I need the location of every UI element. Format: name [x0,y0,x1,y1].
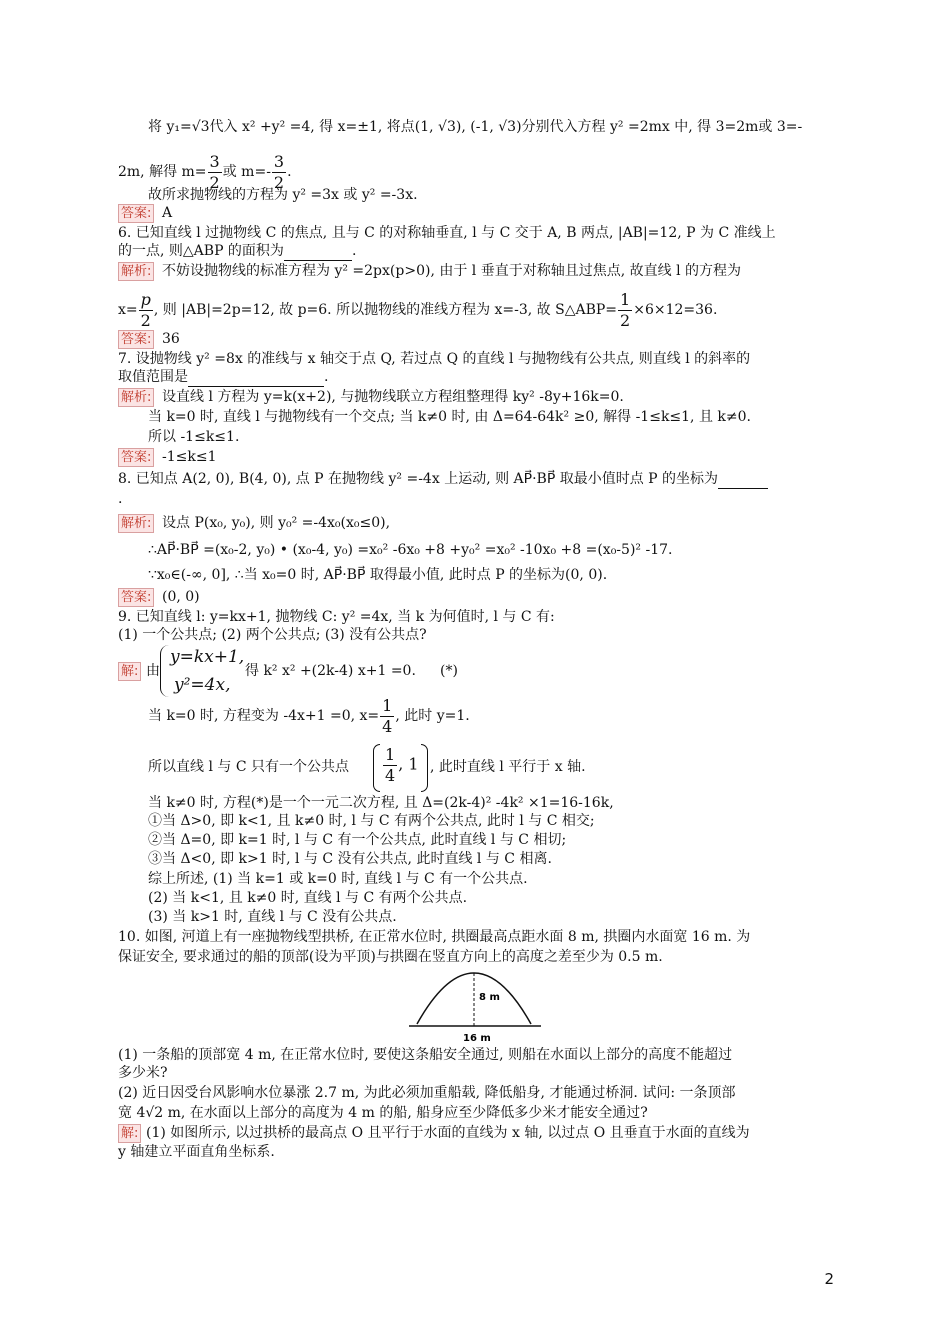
question-9-cont: (1) 一个公共点; (2) 两个公共点; (3) 没有公共点? [118,627,427,643]
question-10-part1-cont: 多少米? [118,1065,168,1081]
denominator: 2 [273,172,285,192]
question-6: 6. 已知直线 l 过抛物线 C 的焦点, 且与 C 的对称轴垂直, l 与 C 交于 A, B 两点, |AB|=12, P 为 C 准线上 [118,225,776,241]
solution-line: (1) 如图所示, 以过拱桥的最高点 O 且平行于水面的直线为 x 轴, 以过点 O 且垂直于水面的直线为 [146,1125,750,1141]
system-eq-1: y=kx+1, [170,647,245,667]
answer-blank [718,470,768,489]
text: 的一点, 则△ABP 的面积为 [118,243,284,259]
solution-line: ①当 Δ>0, 即 k<1, 且 k≠0 时, l 与 C 有两个公共点, 此时 l 与 C 相交; [148,813,595,829]
question-10-part2-cont: 宽 4√2 m, 在水面以上部分的高度为 4 m 的船, 船身应至少降低多少米才能安全通过? [118,1105,648,1121]
fraction [383,745,397,786]
numerator: 1 [385,745,396,764]
denominator: 4 [385,766,396,785]
solution-line: 所以直线 l 与 C 只有一个公共点 [148,759,349,775]
left-paren [373,744,380,792]
text: 8. 已知点 A(2, 0), B(4, 0), 点 P 在抛物线 y² =-4x 上运动, 则 AP⃗·BP⃗ 取最小值时点 P 的坐标为 [118,471,719,487]
right-paren [421,744,428,792]
solution-line: ∴AP⃗·BP⃗ =(x₀-2, y₀) • (x₀-4, y₀) =x₀² -6x₀ +8 +y₀² =x₀² -10x₀ +8 =(x₀-5)² -17. [148,542,673,558]
solution-line: 得 k² x² +(2k-4) x+1 =0. [245,663,416,679]
solution-line: 将 y₁=√3代入 x² +y² =4, 得 x=±1, 将点(1, √3), (-1, √3)分别代入方程 y² =2mx 中, 得 3=2m或 3=- [148,119,803,135]
answer-value: A [162,205,173,221]
arch-bridge-figure [405,968,547,1046]
text: 由 [146,663,160,679]
solution-line: 所以 -1≤k≤1. [148,429,240,445]
solution-line: 当 k=0 时, 直线 l 与抛物线有一个交点; 当 k≠0 时, 由 Δ=64-64k² ≥0, 解得 -1≤k≤1, 且 k≠0. [148,409,751,425]
solution-line: 当 k≠0 时, 方程(*)是一个一元二次方程, 且 Δ=(2k-4)² -4k² ×1=16-16k, [148,795,614,811]
answer-value: (0, 0) [162,589,200,605]
solution-line: 综上所述, (1) 当 k=1 或 k=0 时, 直线 l 与 C 有一个公共点. [148,871,528,887]
question-10-part2: (2) 近日因受台风影响水位暴涨 2.7 m, 为此必须加重船载, 降低船身, 才能通过桥洞. 试问: 一条顶部 [118,1085,736,1101]
numerator: 3 [209,151,220,171]
answer-tag: 答案: [118,588,154,607]
question-8 [118,470,768,489]
solution-line: y 轴建立平面直角坐标系. [118,1144,275,1160]
text: 当 k=0 时, 方程变为 -4x+1 =0, x= [148,708,380,724]
answer-tag: 答案: [118,330,154,349]
solution-line: (3) 当 k>1 时, 直线 l 与 C 没有公共点. [148,909,397,925]
question-7-cont [118,368,328,387]
text: ×6×12=36. [633,302,718,318]
text: 2m, 解得 m= [118,164,207,180]
denominator: 2 [209,172,220,192]
question-10-part1: (1) 一条船的顶部宽 4 m, 在正常水位时, 要使这条船安全通过, 则船在水面以上部分的高度不能超过 [118,1047,733,1063]
denominator: 2 [620,310,631,330]
height-label: 8 m [479,992,500,1003]
solution-line: , 此时直线 l 平行于 x 轴. [430,759,586,775]
solution-line: 设点 P(x₀, y₀), 则 y₀² =-4x₀(x₀≤0), [162,515,391,531]
solution-line: 故所求抛物线的方程为 y² =3x 或 y² =-3x. [148,187,418,203]
question-6-cont [118,242,356,261]
solution-tag: 解: [118,1124,141,1143]
solution-line: ②当 Δ=0, 即 k=1 时, l 与 C 有一个公共点, 此时直线 l 与 C 相切; [148,832,567,848]
numerator: 3 [273,151,285,171]
fraction [618,290,632,331]
question-10-cont: 保证安全, 要求通过的船的顶部(设为平顶)与拱圈在竖直方向上的高度之差至少为 0.5 m. [118,949,663,965]
solution-line: ∵x₀∈(-∞, 0], ∴当 x₀=0 时, AP⃗·BP⃗ 取得最小值, 此时点 P 的坐标为(0, 0). [148,567,608,583]
text: . [351,243,357,259]
system-eq-2: y²=4x, [174,675,231,695]
solution-line: ③当 Δ<0, 即 k>1 时, l 与 C 没有公共点, 此时直线 l 与 C 相离. [148,851,552,867]
answer-blank [284,242,352,261]
solution-line: 不妨设抛物线的标准方程为 y² =2px(p>0), 由于 l 垂直于对称轴且过焦点, 故直线 l 的方程为 [162,263,741,279]
answer-tag: 答案: [118,204,154,223]
text: 取值范围是 [118,369,188,385]
text: , 则 |AB|=2p=12, 故 p=6. 所以抛物线的准线方程为 x=-3, 故 S△ABP= [153,302,618,318]
answer-value: -1≤k≤1 [162,449,217,465]
question-8-cont: . [118,491,123,507]
fraction [380,696,394,737]
numerator: 1 [620,289,631,309]
answer-blank [188,368,324,387]
solution-line [118,288,717,332]
text: , 1 [398,754,419,774]
text: . [287,164,292,180]
question-10: 10. 如图, 河道上有一座抛物线型拱桥, 在正常水位时, 拱圈最高点距水面 8 m, 拱圈内水面宽 16 m. 为 [118,929,751,945]
text: x= [118,302,138,318]
fraction [139,290,153,331]
analysis-tag: 解析: [118,262,154,281]
question-9: 9. 已知直线 l: y=kx+1, 抛物线 C: y² =4x, 当 k 为何值时, l 与 C 有: [118,609,555,625]
answer-tag: 答案: [118,448,154,467]
solution-line [148,694,470,738]
text: 或 m=- [222,164,271,180]
equation-brace [160,645,169,697]
text: , 此时 y=1. [395,708,470,724]
denominator: 2 [140,310,151,330]
numerator: p [140,289,151,309]
width-label: 16 m [463,1033,491,1044]
solution-line: 设直线 l 方程为 y=k(x+2), 与抛物线联立方程组整理得 ky² -8y+16k=0. [162,389,624,405]
solution-tag: 解: [118,662,141,681]
answer-value: 36 [162,331,180,347]
denominator: 4 [382,716,393,736]
page-number: 2 [824,1270,834,1288]
analysis-tag: 解析: [118,514,154,533]
numerator: 1 [382,695,393,715]
analysis-tag: 解析: [118,388,154,407]
solution-line: (2) 当 k<1, 且 k≠0 时, 直线 l 与 C 有两个公共点. [148,890,468,906]
equation-tag: (*) [440,663,458,679]
question-7: 7. 设抛物线 y² =8x 的准线与 x 轴交于点 Q, 若过点 Q 的直线 l 与抛物线有公共点, 则直线 l 的斜率的 [118,351,751,367]
point-coords [382,745,419,786]
text: . [324,369,329,385]
